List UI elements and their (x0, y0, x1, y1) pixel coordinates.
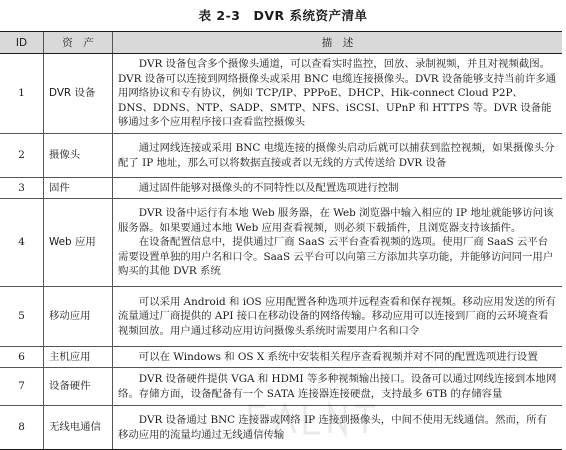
row-asset: 移动应用 (44, 287, 113, 347)
description-paragraph: 通过网线连接或采用 BNC 电缆连接的摄像头启动后就可以捕获到监控视频，如果摄像头分配了 IP 地址，那么可以将数据直接或者以无线的方式传送给 DVR 设备 (118, 142, 555, 169)
row-description (113, 406, 563, 450)
row-description (113, 178, 563, 199)
header-id: ID (0, 32, 44, 54)
description-paragraph: 可以采用 Android 和 iOS 应用配置各种选项并远程查看和保存视频。移动应用发送的所有流量通过厂商提供的 API 接口在移动设备的网络传输。移动应用可以连接到厂商的云环境查看视频回放。用户通过移动应用访问摄像头系统时需要用户名和口令 (118, 295, 556, 337)
header-asset: 资 产 (44, 32, 113, 54)
description-paragraph: DVR 设备中运行有本地 Web 服务器，在 Web 浏览器中输入相应的 IP 地址就能够访问该服务器。如果要通过本地 Web 应用查看视频，则必须下载插件，且浏览器支持该插件。 (118, 207, 554, 234)
row-id: 7 (0, 368, 44, 406)
description-paragraph: 可以在 Windows 和 OS X 系统中安装相关程序查看视频并对不同的配置选项进行设置 (138, 350, 538, 363)
table-row (0, 178, 562, 199)
asset-table (0, 31, 562, 450)
table-body (0, 54, 562, 450)
description-paragraph: 通过固件能够对摄像头的不同特性以及配置选项进行控制 (138, 181, 399, 194)
table-caption: 表 2-3 DVR 系统资产清单 (198, 8, 368, 23)
header-description: 描 述 (113, 32, 563, 54)
row-asset: 摄像头 (44, 134, 113, 178)
table-row (0, 54, 562, 134)
table-row (0, 368, 562, 406)
row-asset: DVR 设备 (44, 54, 113, 134)
description-paragraph: 在设备配置信息中，提供通过厂商 SaaS 云平台查看视频的选项。使用厂商 SaaS 云平台需要设置单独的用户名和口令。SaaS 云平台可以向第三方添加共享功能，并能够访问同一用户购买的其他 DVR 系统 (118, 236, 554, 278)
table-row (0, 199, 562, 287)
row-description (113, 347, 563, 368)
row-asset: Web 应用 (44, 199, 113, 287)
row-id: 3 (0, 178, 44, 199)
row-asset: 固件 (44, 178, 113, 199)
table-row (0, 406, 562, 450)
row-asset: 无线电通信 (44, 406, 113, 450)
row-description (113, 368, 563, 406)
row-description (113, 134, 563, 178)
row-asset: 设备硬件 (44, 368, 113, 406)
row-id: 6 (0, 347, 44, 368)
row-asset: 主机应用 (44, 347, 113, 368)
table-header (0, 32, 562, 54)
row-description (113, 287, 563, 347)
table-row (0, 134, 562, 178)
row-description (113, 199, 563, 287)
row-description (113, 54, 563, 134)
row-id: 2 (0, 134, 44, 178)
description-paragraph: DVR 设备包含多个摄像头通道，可以查看实时监控，回放、录制视频，并且对视频截图。DVR 设备可以连接到网络摄像头或采用 BNC 电缆连接摄像头。DVR 设备能够支持当前许多通用网络协议和专有协议，例如 TCP/IP、PPPoE、DHCP、Hik-connect Cloud P2P、DNS、DDNS、NTP、SADP、SMTP、NFS、iSCSI、UPnP 和 HTTPS 等。DVR 设备能够通过多个应用程序接口查看监控摄像头 (118, 58, 557, 129)
header-row (0, 32, 562, 54)
table-row (0, 347, 562, 368)
row-id: 1 (0, 54, 44, 134)
row-id: 8 (0, 406, 44, 450)
table-row (0, 287, 562, 347)
description-paragraph: DVR 设备硬件提供 VGA 和 HDMI 等多种视频输出接口。设备可以通过网线连接到本地网络。存储方面，设备配备有一个 SATA 连接器连接硬盘，支持最多 6TB 的存储容量 (118, 373, 557, 400)
description-paragraph: DVR 设备通过 BNC 连接器或网络 IP 连接到摄像头，中间不使用无线通信。然而，所有移动应用的流量均通过无线通信传输 (118, 414, 548, 441)
row-id: 5 (0, 287, 44, 347)
row-id: 4 (0, 199, 44, 287)
